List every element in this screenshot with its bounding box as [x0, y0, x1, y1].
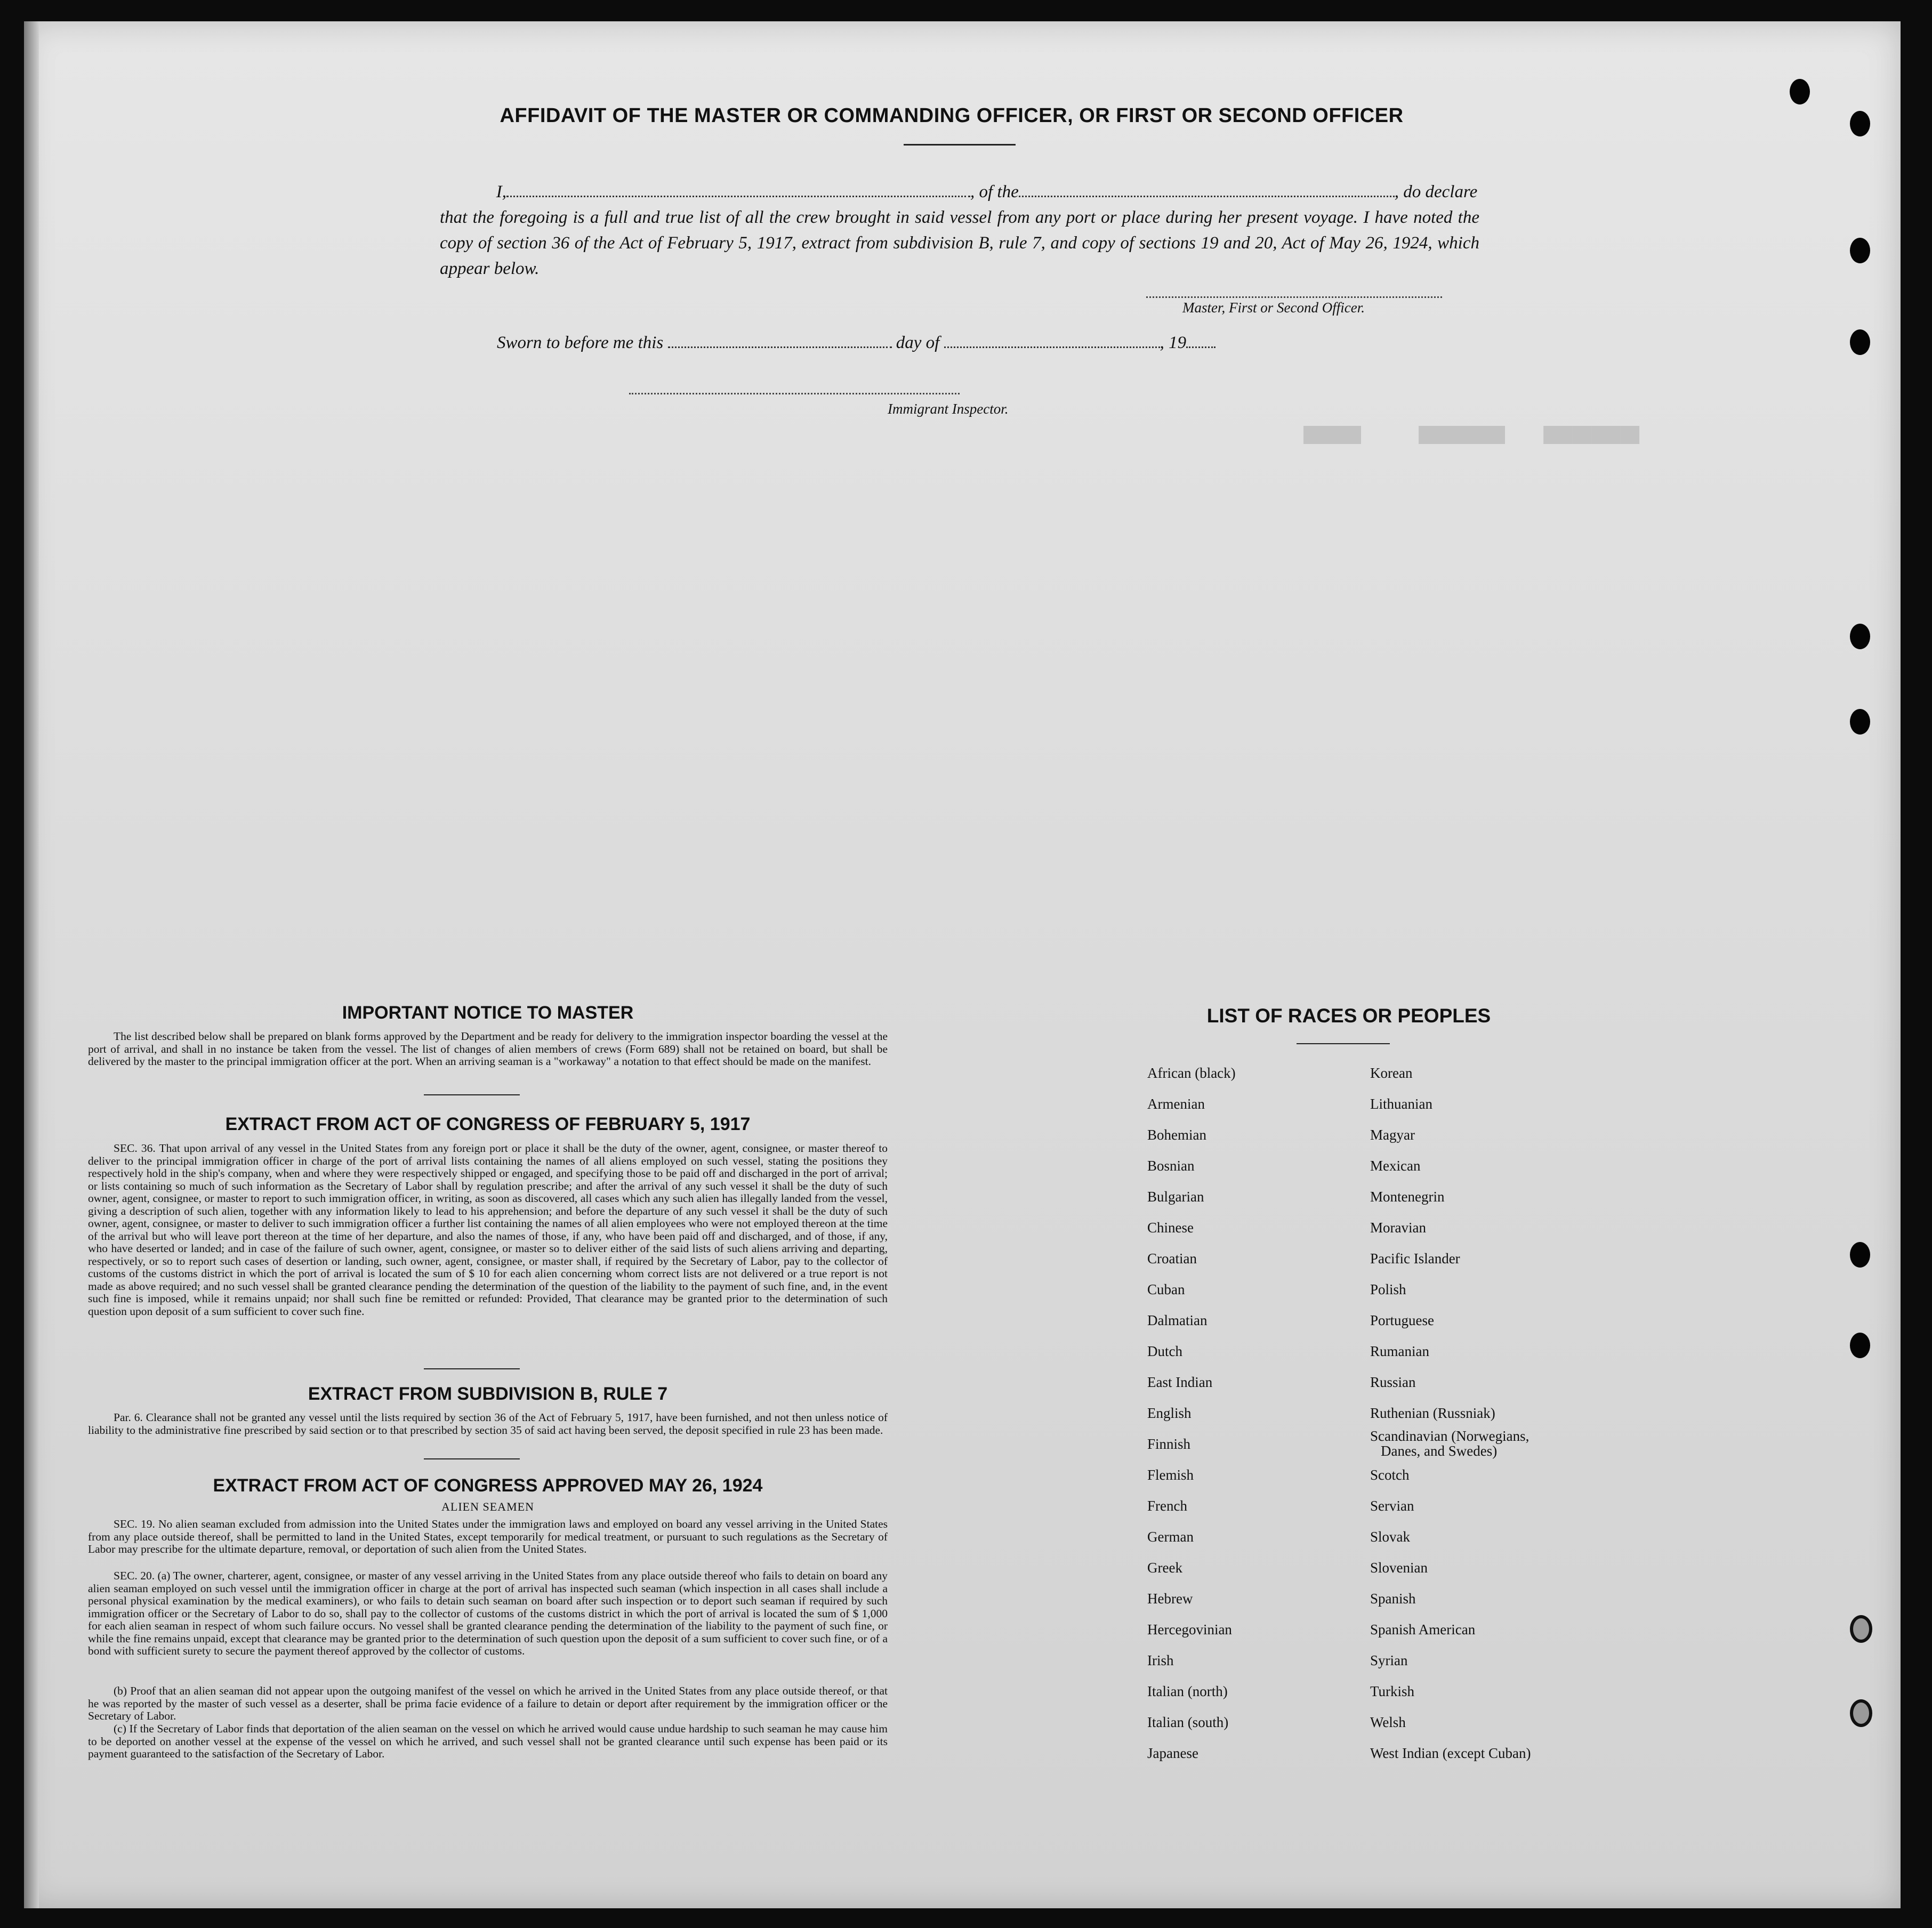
section-20b-text: (b) Proof that an alien seaman did not appear upon the outgoing manifest of the vessel on which he arrived in the United States from any place outside thereof, or that he was reported by the master of such vessel as a deserter, shall be prima facie evidence of a failure to detain or deport after requirement by the immigration officer or the Secretary of Labor. [88, 1684, 888, 1722]
race-item: Dalmatian [1147, 1312, 1207, 1328]
race-item: Bulgarian [1147, 1189, 1204, 1205]
race-item: Lithuanian [1370, 1096, 1432, 1112]
section-20a-text: SEC. 20. (a) The owner, charterer, agent, consignee, or master of any vessel arriving in the United States from any place outside thereof who fails to detain on board any alien seaman employed on such vessel until the immigration officer in charge at the port of arrival has inspected such seaman (which inspection in all cases shall include a personal physical examination by the medical examiners), or who fails to detain such seaman on board after such inspection or to deport such seaman if required by such immigration officer or the Secretary of Labor to do so, shall pay to the collector of customs of the customs district in which the port of arrival is located the sum of $ 1,000 for each alien seaman in respect of whom such failure occurs. No vessel shall be granted clearance pending the determination of the liability to the payment of such fine, or while the fine remains unpaid, except that clearance may be granted prior to the determination of such question upon the deposit of a sum sufficient to cover such fine, or of a bond with sufficient surety to secure the payment thereof approved by the collector of customs. [88, 1569, 888, 1657]
affidavit-title: AFFIDAVIT OF THE MASTER OR COMMANDING OFFICER, OR FIRST OR SECOND OFFICER [500, 104, 1404, 127]
race-item: East Indian [1147, 1374, 1213, 1390]
bleed-through: ██████ █████████ ██████████ [1303, 426, 1640, 445]
race-item: Ruthenian (Russniak) [1370, 1405, 1495, 1421]
race-item: Russian [1370, 1374, 1416, 1390]
races-title-rule [1297, 1043, 1390, 1044]
race-item: Servian [1370, 1498, 1414, 1514]
race-item: German [1147, 1529, 1194, 1545]
race-item: Magyar [1370, 1127, 1415, 1143]
race-item: Slovak [1370, 1529, 1411, 1545]
page-edge [24, 21, 39, 1908]
master-signature-line[interactable] [1146, 296, 1442, 298]
sworn-year-field[interactable] [1186, 332, 1215, 348]
race-item [1370, 1429, 1531, 1459]
sworn-month-field[interactable] [944, 332, 1160, 348]
binder-hole [1850, 1333, 1870, 1358]
race-item: Cuban [1147, 1281, 1185, 1297]
race-item: Hebrew [1147, 1591, 1193, 1607]
sworn-line [497, 332, 1215, 353]
extract-1924-title: EXTRACT FROM ACT OF CONGRESS APPROVED MAY 26, 1924 [213, 1475, 763, 1496]
race-item-line: Scandinavian (Norwegians, [1370, 1428, 1529, 1444]
binder-hole [1850, 1242, 1870, 1268]
races-list-right [1370, 1058, 1531, 1769]
section-rule [424, 1458, 520, 1459]
affidavit-text [440, 179, 1479, 281]
binder-hole [1850, 111, 1870, 136]
notice-title: IMPORTANT NOTICE TO MASTER [342, 1003, 634, 1023]
extract-1917-title: EXTRACT FROM ACT OF CONGRESS OF FEBRUARY 5, 1917 [225, 1114, 751, 1134]
race-item: Italian (south) [1147, 1714, 1229, 1730]
declaration-body: that the foregoing is a full and true list of all the crew brought in said vessel from any port or place during her present voyage. I have noted the copy of section 36 of the Act of February 5, 1917, extract from subdivision B, rule 7, and copy of sections 19 and 20, Act of May 26, 1924, which appear below. [440, 208, 1479, 278]
race-item: Croatian [1147, 1251, 1197, 1266]
master-signature-label: Master, First or Second Officer. [1182, 300, 1365, 316]
inspector-signature-line[interactable] [629, 393, 960, 394]
race-item: Japanese [1147, 1745, 1198, 1761]
vessel-field[interactable] [1019, 181, 1395, 197]
extract-1924-subtitle: ALIEN SEAMEN [441, 1500, 534, 1513]
binder-hole [1850, 624, 1870, 649]
binder-hole [1850, 709, 1870, 735]
extract-1917-text: SEC. 36. That upon arrival of any vessel in the United States from any foreign port or place it shall be the duty of the owner, agent, consignee, or master thereof to deliver to the principal immigration officer in charge of the port of arrival lists containing the names of all aliens employed on such vessel, stating the positions they respectively hold in the ship's company, when and where they were respectively shipped or engaged, and specifying those to be paid off and discharged in the port of arrival; or lists containing so much of such information as the Secretary of Labor shall by regulation prescribe; and after the arrival of any such vessel it shall be the duty of such owner, agent, consignee, or master to report to such immigration officer, in writing, as soon as discovered, all cases which any such alien has illegally landed from the vessel, giving a description of such alien, together with any information likely to lead to his apprehension; and before the departure of any such vessel it shall be the duty of such owner, agent, consignee, or master to deliver to such immigration officer a further list containing the names of all alien employees who were not employed thereon at the time of the arrival but who will leave port thereon at the time of her departure, and also the names of those, if any, who have been paid off and discharged, and of those, if any, who have deserted or landed; and in case of the failure of such owner, agent, consignee, or master so to deliver either of the said lists of such aliens arriving and departing, respectively, or so to report such cases of desertion or landing, such owner, agent, consignee, or master shall, if required by the Secretary of Labor, pay to the collector of customs of the customs district in which the port of arrival is located the sum of $ 10 for each alien concerning whom correct lists are not delivered or a true report is not made as above required; and no such vessel shall be granted clearance pending the determination of the question of the liability to the payment of such fine, and, in the event such fine is imposed, while it remains unpaid; nor shall such fine be remitted or refunded: Provided, That clearance may be granted prior to the determination of such question upon deposit of a sum sufficient to cover such fine. [88, 1142, 888, 1318]
vessel-prefix: , of the [970, 182, 1019, 201]
rule7-text: Par. 6. Clearance shall not be granted any vessel until the lists required by section 36 of the Act of February 5, 1917, have been furnished, and not then unless notice of liability to the administrative fine prescribed by said section or to that prescribed by section 35 of said act having been served, the deposit specified in rule 23 has been made. [88, 1411, 888, 1437]
race-item: Dutch [1147, 1343, 1182, 1359]
binder-hole [1850, 1699, 1872, 1727]
sworn-day-field[interactable] [668, 332, 892, 348]
race-item: Syrian [1370, 1652, 1408, 1668]
race-item: Moravian [1370, 1220, 1426, 1236]
binder-hole [1850, 1615, 1872, 1643]
race-item: Italian (north) [1147, 1683, 1228, 1699]
race-item: Polish [1370, 1281, 1406, 1297]
race-item: Armenian [1147, 1096, 1205, 1112]
race-item: Finnish [1147, 1436, 1191, 1452]
race-item: Rumanian [1370, 1343, 1429, 1359]
rule7-title: EXTRACT FROM SUBDIVISION B, RULE 7 [308, 1384, 668, 1404]
binder-hole [1850, 238, 1870, 263]
declare-suffix: , do declare [1394, 182, 1478, 201]
race-item: Hercegovinian [1147, 1622, 1232, 1637]
sworn-day-label: day of [896, 333, 940, 352]
race-item: Mexican [1370, 1158, 1421, 1174]
declarant-prefix: I, [496, 182, 506, 201]
races-title: LIST OF RACES OR PEOPLES [1206, 1005, 1491, 1027]
sworn-prefix: Sworn to before me this [497, 333, 664, 352]
race-item: African (black) [1147, 1065, 1236, 1081]
race-item: Scotch [1370, 1467, 1410, 1483]
race-item: Flemish [1147, 1467, 1194, 1483]
notice-text: The list described below shall be prepared on blank forms approved by the Department and be ready for delivery to the immigration inspector boarding the vessel at the port of arrival, and shall in no instance be taken from the vessel. The list of changes of alien members of crews (Form 689) shall not be retained on board, but shall be delivered by the master to the principal immigration officer at the port. When an arriving seaman is a "workaway" a notation to that effect should be made on the manifest. [88, 1030, 888, 1068]
race-item: French [1147, 1498, 1187, 1514]
binder-hole [1790, 79, 1810, 104]
name-field[interactable] [506, 181, 970, 197]
race-item: Spanish [1370, 1591, 1416, 1607]
race-item: English [1147, 1405, 1192, 1421]
section-19-text: SEC. 19. No alien seaman excluded from admission into the United States under the immigration laws and employed on board any vessel arriving in the United States from any place outside thereof, shall be permitted to land in the United States, except temporarily for medical treatment, or pursuant to such regulations as the Secretary of Labor may prescribe for the ultimate departure, removal, or deportation of such alien from the United States. [88, 1518, 888, 1555]
inspector-signature-label: Immigrant Inspector. [888, 401, 1009, 417]
race-item: Bohemian [1147, 1127, 1206, 1143]
race-item-line: Danes, and Swedes) [1381, 1443, 1498, 1459]
declaration-line [440, 179, 1479, 205]
race-item: Portuguese [1370, 1312, 1434, 1328]
section-rule [424, 1094, 520, 1095]
race-item: Turkish [1370, 1683, 1415, 1699]
race-item: Welsh [1370, 1714, 1406, 1730]
race-item: Greek [1147, 1560, 1182, 1576]
race-item: Spanish American [1370, 1622, 1476, 1637]
section-20c-text: (c) If the Secretary of Labor finds that deportation of the alien seaman on the vessel on which he arrived would cause undue hardship to such seaman he may cause him to be deported on another vessel at the expense of the vessel on which he arrived, and such vessel shall not be granted clearance until such expense has been paid or its payment guaranteed to the satisfaction of the Secretary of Labor. [88, 1722, 888, 1760]
race-item: Chinese [1147, 1220, 1194, 1236]
race-item: Bosnian [1147, 1158, 1195, 1174]
race-item: Pacific Islander [1370, 1251, 1460, 1266]
race-item: Slovenian [1370, 1560, 1428, 1576]
title-rule [904, 144, 1016, 146]
sworn-year-label: , 19 [1160, 333, 1187, 352]
binder-hole [1850, 329, 1870, 355]
race-item: Korean [1370, 1065, 1413, 1081]
race-item: Montenegrin [1370, 1189, 1445, 1205]
race-item: Irish [1147, 1652, 1174, 1668]
section-rule [424, 1368, 520, 1369]
race-item: West Indian (except Cuban) [1370, 1745, 1531, 1761]
races-list-left [1147, 1058, 1236, 1769]
